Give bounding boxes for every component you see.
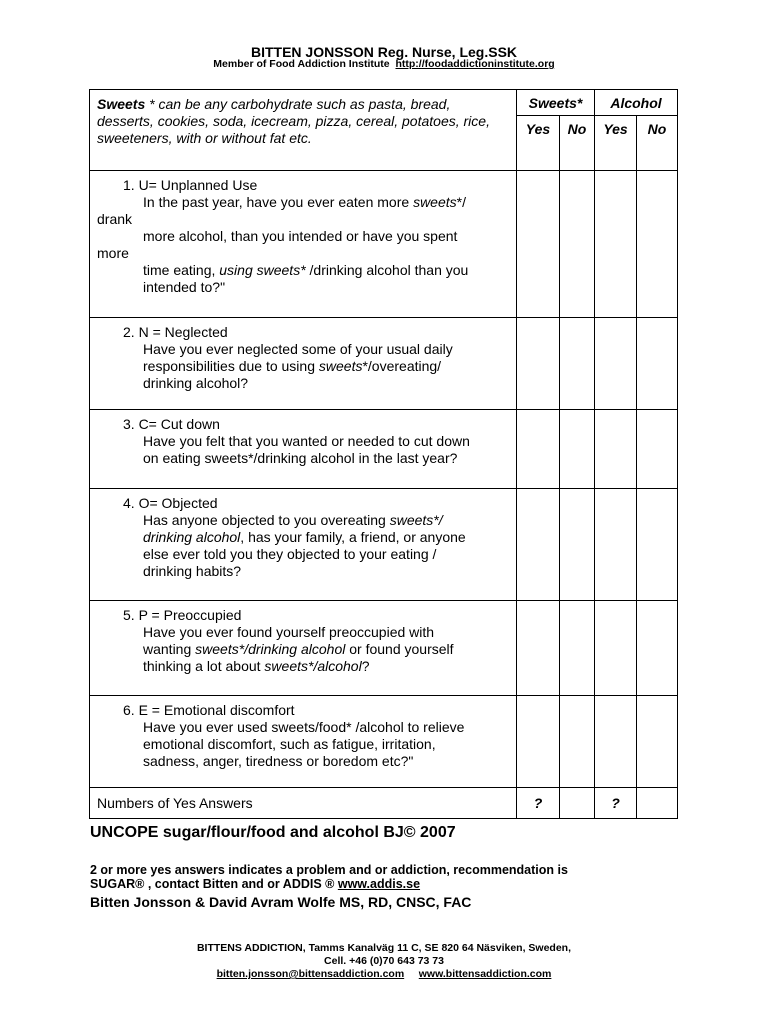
alcohol-yes-total[interactable]: ? bbox=[595, 788, 637, 819]
website-link[interactable]: www.bittensaddiction.com bbox=[418, 968, 552, 980]
question-cell: 4. O= Objected Has anyone objected to you overeating sweets*/ drinking alcohol, has your family, a friend, or anyone else ever told you they objected to your eating / drinking habits? bbox=[90, 489, 517, 601]
uncope-title: UNCOPE sugar/flour/food and alcohol BJ© 2007 bbox=[90, 824, 456, 841]
answer-cell-alcohol-no[interactable] bbox=[637, 318, 678, 410]
answer-cell-alcohol-yes[interactable] bbox=[595, 489, 637, 601]
answer-cell-alcohol-yes[interactable] bbox=[595, 410, 637, 489]
answer-cell-alcohol-yes[interactable] bbox=[595, 318, 637, 410]
answer-cell-alcohol-yes[interactable] bbox=[595, 601, 637, 696]
answer-cell-alcohol-no[interactable] bbox=[637, 410, 678, 489]
answer-cell-sweets-yes[interactable] bbox=[517, 410, 560, 489]
sweets-no-header: No bbox=[560, 116, 595, 171]
question-row-cut-down bbox=[90, 410, 678, 489]
membership-line bbox=[0, 58, 768, 70]
alcohol-yes-header: Yes bbox=[595, 116, 637, 171]
alcohol-column-header: Alcohol bbox=[595, 90, 678, 116]
question-row-objected bbox=[90, 489, 678, 601]
question-cell: 6. E = Emotional discomfort Have you ever used sweets/food* /alcohol to relieve emotional discomfort, such as fatigue, irritation, sadness, anger, tiredness or boredom etc?" bbox=[90, 696, 517, 788]
question-heading: 2. N = Neglected bbox=[123, 324, 228, 340]
scoring-note: 2 or more yes answers indicates a problem and or addiction, recommendation is SUGAR® , contact Bitten and or ADDIS ® www.addis.se bbox=[90, 863, 568, 891]
question-heading: 6. E = Emotional discomfort bbox=[123, 702, 295, 718]
email-link[interactable]: bitten.jonsson@bittensaddiction.com bbox=[216, 968, 405, 980]
document-title: BITTEN JONSSON Reg. Nurse, Leg.SSK bbox=[250, 44, 518, 60]
answer-cell-alcohol-no[interactable] bbox=[637, 489, 678, 601]
answer-cell-sweets-no[interactable] bbox=[560, 696, 595, 788]
answer-cell-sweets-yes[interactable] bbox=[517, 171, 560, 318]
answer-cell-sweets-no[interactable] bbox=[560, 601, 595, 696]
total-yes-row bbox=[90, 788, 678, 819]
alcohol-no-total[interactable] bbox=[637, 788, 678, 819]
membership-text: Member of Food Addiction Institute bbox=[213, 58, 390, 70]
answer-cell-sweets-no[interactable] bbox=[560, 489, 595, 601]
answer-cell-alcohol-no[interactable] bbox=[637, 171, 678, 318]
answer-cell-sweets-yes[interactable] bbox=[517, 318, 560, 410]
answer-cell-sweets-yes[interactable] bbox=[517, 696, 560, 788]
sweets-definition: * can be any carbohydrate such as pasta, bread, desserts, cookies, soda, icecream, pizza, cereal, potatoes, rice, sweeteners, with or without fat etc. bbox=[97, 96, 490, 146]
footer bbox=[0, 942, 768, 981]
sweets-column-header: Sweets* bbox=[517, 90, 595, 116]
total-yes-label: Numbers of Yes Answers bbox=[90, 788, 517, 819]
institute-link[interactable]: http://foodaddictioninstitute.org bbox=[395, 58, 555, 70]
question-heading: 5. P = Preoccupied bbox=[123, 607, 242, 623]
answer-cell-sweets-yes[interactable] bbox=[517, 601, 560, 696]
question-cell: 2. N = Neglected Have you ever neglected some of your usual daily responsibilities due to using sweets*/overeating/ drinking alcohol? bbox=[90, 318, 517, 410]
question-cell: 5. P = Preoccupied Have you ever found yourself preoccupied with wanting sweets*/drinking alcohol or found yourself thinking a lot about sweets*/alcohol? bbox=[90, 601, 517, 696]
sweets-definition-cell bbox=[90, 90, 517, 171]
answer-cell-alcohol-no[interactable] bbox=[637, 601, 678, 696]
question-heading: 4. O= Objected bbox=[123, 495, 218, 511]
answer-cell-sweets-no[interactable] bbox=[560, 318, 595, 410]
answer-cell-sweets-no[interactable] bbox=[560, 410, 595, 489]
answer-cell-alcohol-no[interactable] bbox=[637, 696, 678, 788]
answer-cell-sweets-yes[interactable] bbox=[517, 489, 560, 601]
question-heading: 1. U= Unplanned Use bbox=[123, 177, 258, 193]
question-row-preoccupied bbox=[90, 601, 678, 696]
sweets-yes-total[interactable]: ? bbox=[517, 788, 560, 819]
question-row-emotional-discomfort bbox=[90, 696, 678, 788]
question-row-unplanned-use bbox=[90, 171, 678, 318]
question-cell: 3. C= Cut down Have you felt that you wanted or needed to cut down on eating sweets*/drinking alcohol in the last year? bbox=[90, 410, 517, 489]
question-cell: 1. U= Unplanned Use In the past year, have you ever eaten more sweets*/ drank more alcohol, than you intended or have you spent more time eating, using sweets* /drinking alcohol than you intended to?" bbox=[90, 171, 517, 318]
authors-line: Bitten Jonsson & David Avram Wolfe MS, RD, CNSC, FAC bbox=[90, 894, 472, 910]
addis-link[interactable]: www.addis.se bbox=[337, 877, 421, 891]
footer-address: BITTENS ADDICTION, Tamms Kanalväg 11 C, SE 820 64 Näsviken, Sweden, bbox=[196, 942, 572, 954]
uncope-questionnaire-table bbox=[89, 89, 678, 819]
answer-cell-sweets-no[interactable] bbox=[560, 171, 595, 318]
answer-cell-alcohol-yes[interactable] bbox=[595, 696, 637, 788]
question-heading: 3. C= Cut down bbox=[123, 416, 220, 432]
footer-phone: Cell. +46 (0)70 643 73 73 bbox=[324, 955, 444, 967]
answer-cell-alcohol-yes[interactable] bbox=[595, 171, 637, 318]
question-row-neglected bbox=[90, 318, 678, 410]
sweets-label: Sweets bbox=[97, 96, 146, 112]
sweets-no-total[interactable] bbox=[560, 788, 595, 819]
alcohol-no-header: No bbox=[637, 116, 678, 171]
sweets-yes-header: Yes bbox=[517, 116, 560, 171]
